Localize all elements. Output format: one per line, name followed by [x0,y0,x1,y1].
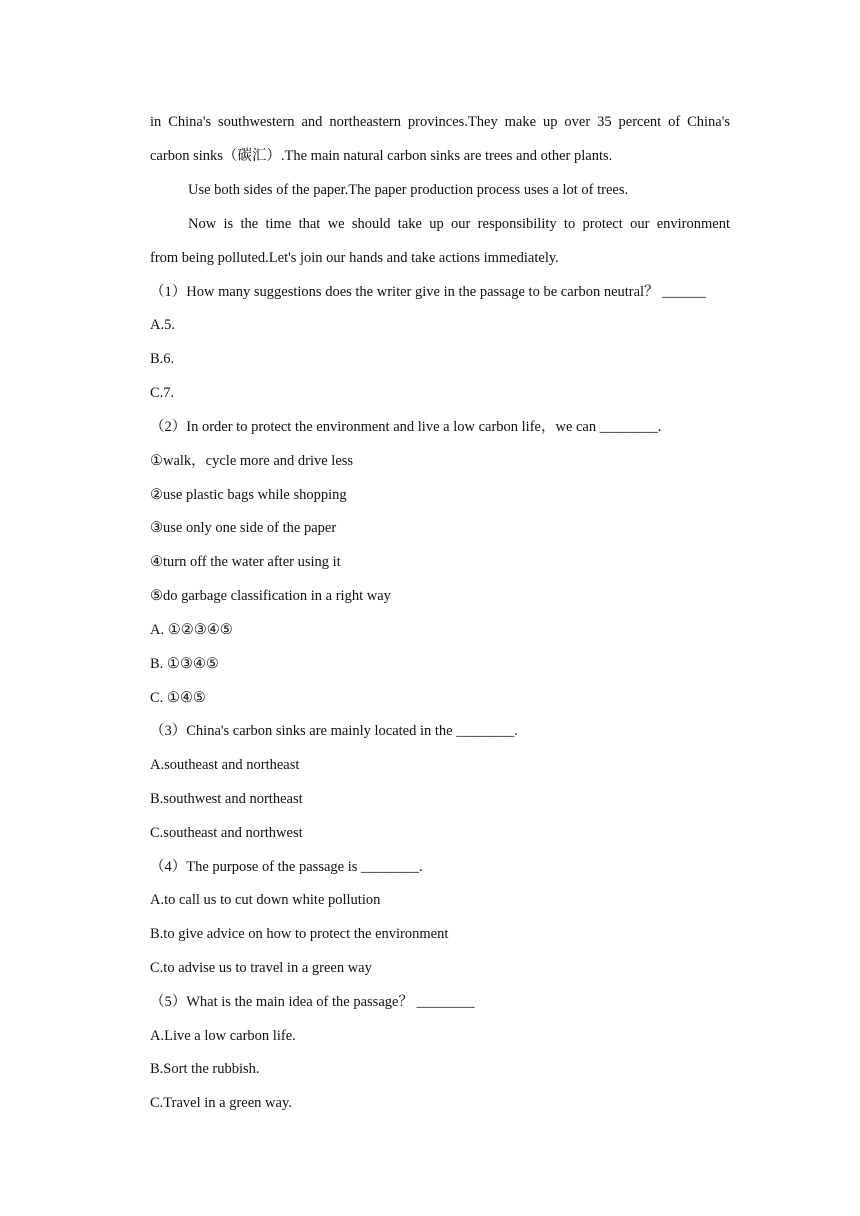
question-1-option-a: A.5. [150,317,175,333]
question-5-option-c: C.Travel in a green way. [150,1095,292,1111]
passage-line: Now is the time that we should take up our responsibility to protect our environment [188,216,730,232]
question-2-item-3: ③use only one side of the paper [150,520,337,536]
question-2-item-2: ②use plastic bags while shopping [150,487,347,503]
question-4-option-c: C.to advise us to travel in a green way [150,960,372,976]
question-3-option-a: A.southeast and northeast [150,757,300,773]
question-2-option-b: B. ①③④⑤ [150,656,219,672]
question-4-option-a: A.to call us to cut down white pollution [150,892,381,908]
question-4-stem: （4）The purpose of the passage is ________. [150,859,423,875]
passage-line: from being polluted.Let's join our hands and take actions immediately. [150,250,559,266]
question-2-item-5: ⑤do garbage classification in a right way [150,588,391,604]
question-2-item-4: ④turn off the water after using it [150,554,341,570]
question-5-stem: （5）What is the main idea of the passage？ ________ [150,994,475,1010]
question-3-option-b: B.southwest and northeast [150,791,303,807]
question-1-stem: （1）How many suggestions does the writer give in the passage to be carbon neutral？ ______ [150,284,706,300]
passage-line: in China's southwestern and northeastern provinces.They make up over 35 percent of China's [150,114,730,130]
question-5-option-a: A.Live a low carbon life. [150,1028,296,1044]
question-3-option-c: C.southeast and northwest [150,825,303,841]
passage-line: Use both sides of the paper.The paper production process uses a lot of trees. [188,182,629,198]
question-4-option-b: B.to give advice on how to protect the environment [150,926,449,942]
question-2-item-1: ①walk，cycle more and drive less [150,453,354,469]
question-2-option-a: A. ①②③④⑤ [150,622,233,638]
passage-line: carbon sinks（碳汇）.The main natural carbon sinks are trees and other plants. [150,148,613,164]
question-5-option-b: B.Sort the rubbish. [150,1061,260,1077]
question-1-option-b: B.6. [150,351,175,367]
question-2-option-c: C. ①④⑤ [150,690,206,706]
question-1-option-c: C.7. [150,385,175,401]
question-2-stem: （2）In order to protect the environment and live a low carbon life，we can ________. [150,419,662,435]
question-3-stem: （3）China's carbon sinks are mainly located in the ________. [150,723,518,739]
